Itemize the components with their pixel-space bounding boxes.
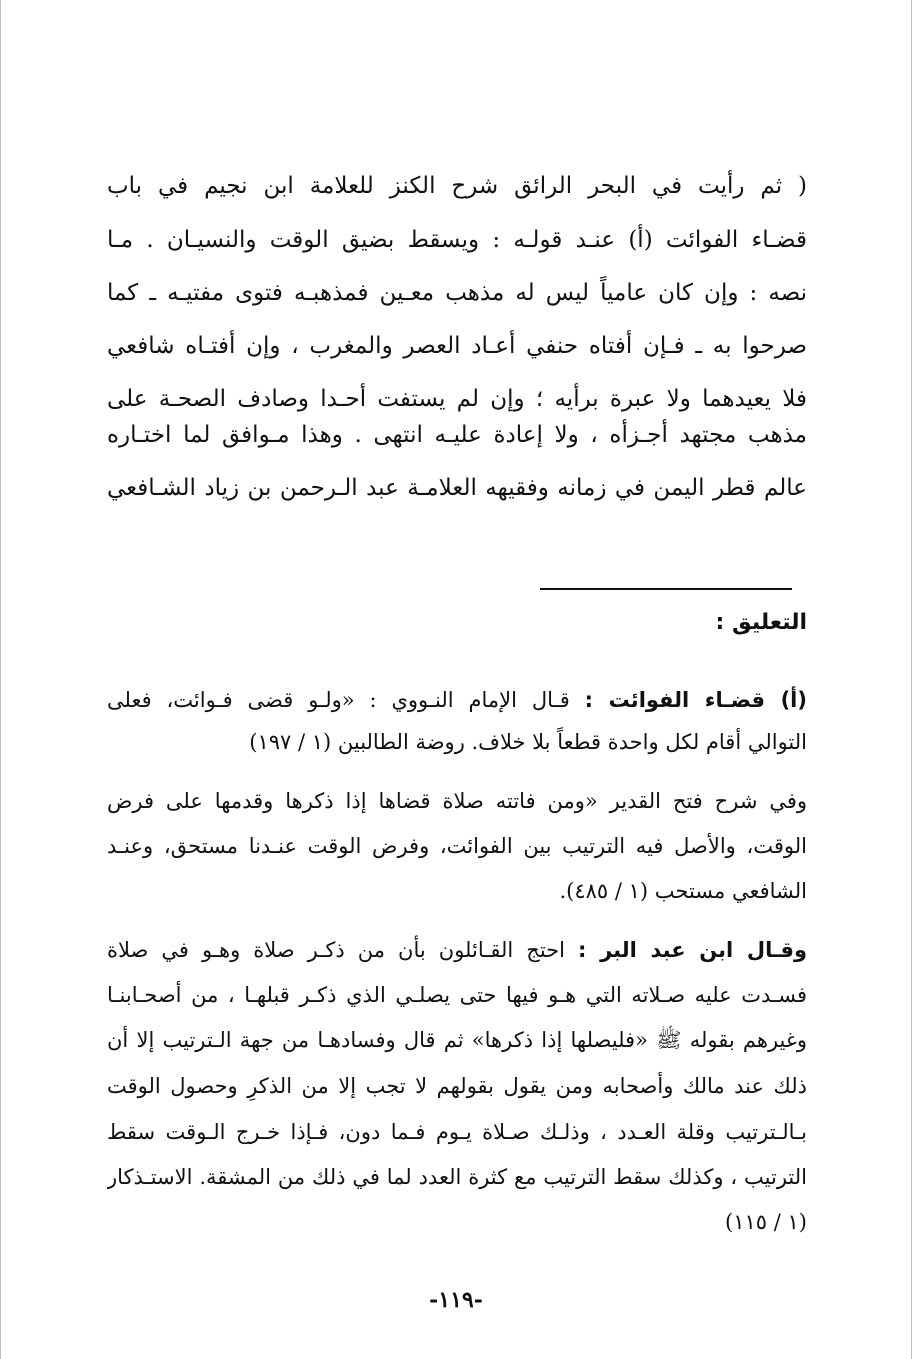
footnote-text: قـال الإمام النـووي : «ولـو قضى فـوائت، فعلى — [107, 688, 570, 712]
footnote-line: فسـدت عليه صـلاته التي هـو فيها حتى يصلـي الذي ذكـر قبلهـا ، من أصحـابنـا — [107, 983, 807, 1007]
main-text-line: عالم قطر اليمن في زمانه وفقيهه العلامـة عبد الـرحمن بن زياد الشـافعي — [107, 475, 807, 501]
main-text-line: نصه : وإن كان عامياً ليس له مذهب معـين فمذهبـه فتوى مفتيـه ـ كما — [107, 280, 807, 306]
main-text-line: صرحوا به ـ فـإن أفتاه حنفي أعـاد العصر والمغرب ، وإن أفتـاه شافعي — [107, 333, 807, 359]
ibn-abd-al-barr-label: وقـال ابن عبد البر : — [578, 938, 807, 962]
footnote-text: احتج القـائلون بأن من ذكـر صلاة وهـو في صلاة — [107, 938, 565, 962]
main-text-line: قضـاء الفوائت (أ) عنـد قولـه : ويسقط بضيق الوقت والنسيـان . مـا — [107, 227, 807, 253]
footnote-line: التوالي أقام لكل واحدة قطعاً بلا خلاف. روضة الطالبين (١ / ١٩٧) — [249, 730, 807, 754]
footnotes-heading: التعليق : — [715, 610, 807, 635]
main-text-line: مذهب مجتهد أجـزأه ، ولا إعادة عليـه انتهى . وهذا مـوافق لما اختـاره — [107, 422, 807, 448]
footnote-line — [107, 680, 807, 720]
footnote-line — [107, 930, 807, 970]
footnote-line: الوقت، والأصل فيه الترتيب بين الفوائت، وفرض الوقت عنـدنا مستحق، وعنـد — [107, 834, 807, 858]
page-number: -١١٩- — [429, 1287, 483, 1313]
main-text-line: فلا يعيدهما ولا عبرة برأيه ؛ وإن لم يستفت أحـدا وصادف الصحـة على — [107, 386, 807, 412]
footnote-line: (١ / ١١٥) — [725, 1210, 807, 1234]
footnote-line: ذلك عند مالك وأصحابه ومن يقول بقولهم لا تجب إلا من الذكرِ وحصول الوقت — [107, 1074, 807, 1098]
footnote-line: الشافعي مستحب (١ / ٤٨٥). — [559, 879, 807, 903]
main-text-line: ( ثم رأيت في البحر الرائق شرح الكنز للعلامة ابن نجيم في باب — [107, 173, 807, 199]
footnote-a-label: (أ) قضـاء الفوائت : — [584, 688, 807, 712]
page-left-edge — [0, 0, 1, 1359]
footnote-line: وفي شرح فتح القدير «ومن فاتته صلاة قضاها إذا ذكرها وقدمها على فرض — [107, 789, 807, 813]
footnote-line: الترتيب ، وكذلك سقط الترتيب مع كثرة العدد لما في ذلك من المشقة. الاستـذكار — [107, 1165, 807, 1189]
footnote-separator — [540, 588, 792, 590]
footnote-line: وغيرهم بقوله ﷺ «فليصلها إذا ذكرها» ثم قال وفسادهـا من جهة الـترتيب إلا أن — [107, 1028, 807, 1052]
footnote-line: بـالـترتيب وقلة العـدد ، وذلـك صـلاة يـوم فـما دون، فـإذا خـرج الـوقت سقط — [107, 1120, 807, 1144]
